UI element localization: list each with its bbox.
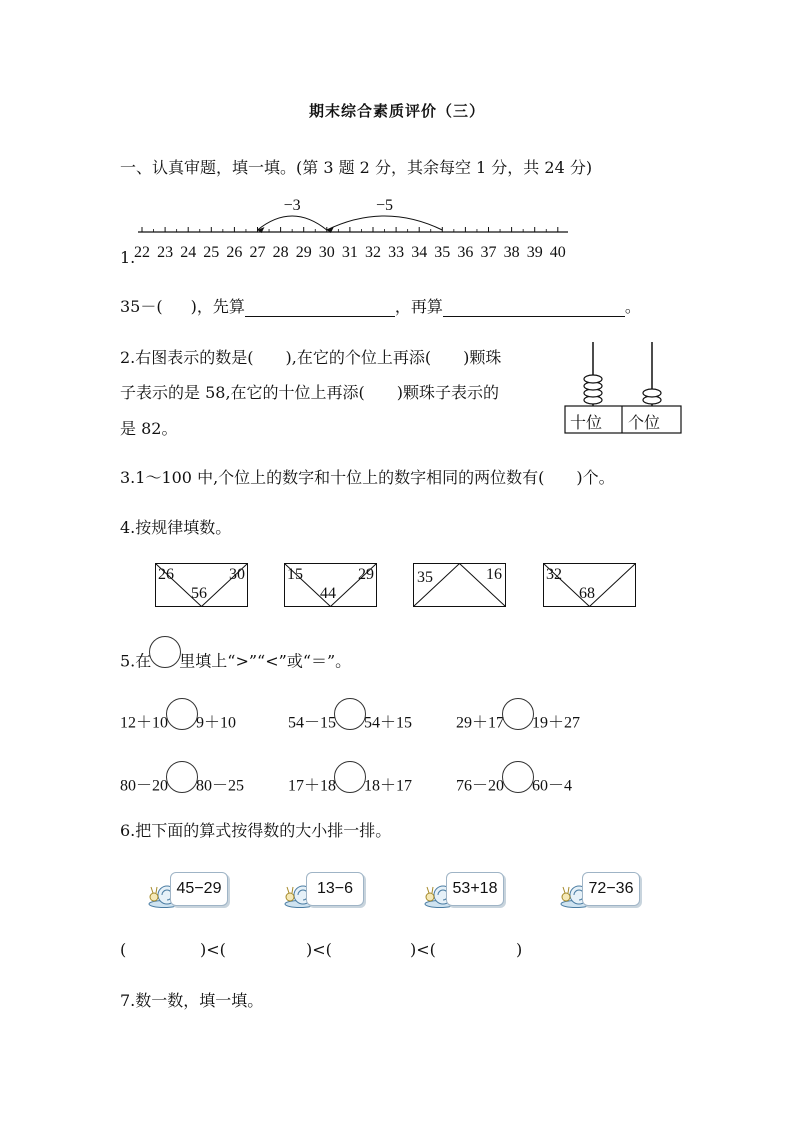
- expression-card: 72−36: [582, 872, 640, 906]
- section-heading: 一、认真审题，填一填。(第 3 题 2 分，其余每空 1 分，共 24 分): [120, 158, 593, 177]
- compare-left: 54－15: [288, 714, 337, 732]
- q5-label-pre: 5.在: [120, 651, 152, 671]
- snail-card-4: [560, 872, 642, 908]
- tick-label: 26: [226, 244, 243, 261]
- order-open: (: [120, 940, 127, 959]
- compare-left: 12＋10: [120, 714, 169, 732]
- compare-circle[interactable]: [166, 698, 198, 730]
- q6-label: 6.把下面的算式按得数的大小排一排。: [120, 821, 392, 840]
- tick-label: 29: [295, 244, 312, 261]
- arc-minus-5: [327, 216, 443, 230]
- tick-label: 31: [341, 244, 358, 261]
- q4-label: 4.按规律填数。: [120, 518, 232, 537]
- compare-left: 76－20: [456, 777, 505, 795]
- tick-label: 36: [457, 244, 474, 261]
- box3-left: 35: [417, 569, 433, 586]
- compare-left: 29＋17: [456, 714, 505, 732]
- expression-card: 45−29: [170, 872, 228, 906]
- compare-left: 17＋18: [288, 777, 337, 795]
- compare-right: 18＋17: [364, 777, 413, 795]
- box2-right: 29: [358, 566, 374, 583]
- q1-fill-line: [120, 294, 641, 317]
- compare-row-2: [120, 771, 244, 803]
- compare-row-1: [288, 708, 412, 740]
- compare-circle[interactable]: [502, 698, 534, 730]
- q1-text-b: )，先算: [190, 297, 245, 316]
- box2-bottom: 44: [320, 585, 336, 602]
- q1-text-a: 35－(: [120, 297, 163, 316]
- ordering-line: [120, 940, 540, 962]
- box1-left: 26: [158, 566, 174, 583]
- order-sep-3[interactable]: )<(: [410, 940, 436, 959]
- q3-text: 3.1～100 中,个位上的数字和十位上的数字相同的两位数有( )个。: [120, 468, 615, 487]
- tick-label: 22: [134, 244, 150, 261]
- compare-circle[interactable]: [334, 761, 366, 793]
- arc-minus-3-label: −3: [283, 197, 301, 214]
- q1-text-d: 。: [624, 297, 641, 316]
- box1-bottom: 56: [191, 585, 207, 602]
- tick-label: 37: [480, 244, 497, 261]
- order-sep-2[interactable]: )<(: [306, 940, 332, 959]
- ones-bead: [643, 389, 661, 397]
- compare-row-2: [288, 771, 412, 803]
- number-line: [120, 196, 580, 268]
- compare-right: 9＋10: [196, 714, 237, 732]
- tick-label: 34: [411, 244, 428, 261]
- pattern-box-1: [155, 563, 248, 607]
- box4-left: 32: [546, 566, 562, 583]
- q2-line-1: 2.右图表示的数是( ),在它的个位上再添( )颗珠: [120, 348, 502, 367]
- pattern-box-3: [413, 563, 506, 607]
- q1-text-c: ，再算: [394, 297, 443, 316]
- tick-label: 38: [503, 244, 520, 261]
- compare-right: 80－25: [196, 777, 245, 795]
- tick-label: 30: [318, 244, 335, 261]
- order-sep-1[interactable]: )<(: [200, 940, 226, 959]
- expression-card: 13−6: [306, 872, 364, 906]
- compare-row-1: [456, 708, 580, 740]
- tick-label: 24: [180, 244, 197, 261]
- tick-label: 25: [203, 244, 220, 261]
- tens-bead: [584, 375, 602, 383]
- number-line-figure: [120, 196, 580, 268]
- compare-right: 60－4: [532, 777, 573, 795]
- tick-label: 39: [526, 244, 543, 261]
- snail-card-2: [284, 872, 366, 908]
- compare-row-1: [120, 708, 236, 740]
- box4-bottom: 68: [579, 585, 595, 602]
- tick-label: 40: [549, 244, 566, 261]
- snail-card-1: [148, 872, 230, 908]
- compare-left: 80－20: [120, 777, 169, 795]
- tick-label: 33: [388, 244, 405, 261]
- tick-label: 35: [434, 244, 451, 261]
- expression-card: 53+18: [446, 872, 504, 906]
- circle-symbol-icon: [149, 636, 181, 668]
- q1-blank-2[interactable]: [245, 300, 395, 317]
- ones-label: 个位: [628, 413, 661, 432]
- box2-left: 15: [287, 566, 303, 583]
- q5-label-post: 里填上“>”“<”或“＝”。: [179, 651, 352, 671]
- compare-row-2: [456, 771, 572, 803]
- abacus: [564, 340, 682, 436]
- page-title: 期末综合素质评价（三）: [308, 102, 485, 120]
- arc-minus-3: [258, 216, 327, 230]
- tick-label: 23: [157, 244, 174, 261]
- q1-blank-3[interactable]: [443, 300, 625, 317]
- arc-minus-5-label: −5: [376, 197, 394, 214]
- pattern-box-4: [543, 563, 636, 607]
- question-number: 1.: [120, 248, 136, 267]
- tick-label: 28: [272, 244, 289, 261]
- order-close: ): [516, 940, 523, 959]
- box1-right: 30: [229, 566, 245, 583]
- q5-label: [120, 646, 351, 678]
- q2-line-3: 是 82。: [120, 419, 178, 438]
- pattern-box-2: [284, 563, 377, 607]
- compare-circle[interactable]: [334, 698, 366, 730]
- q7-label: 7.数一数，填一填。: [120, 991, 264, 1010]
- tens-label: 十位: [570, 413, 603, 432]
- compare-right: 54＋15: [364, 714, 413, 732]
- compare-circle[interactable]: [166, 761, 198, 793]
- tick-label: 27: [249, 244, 266, 261]
- tick-label: 32: [365, 244, 381, 261]
- compare-circle[interactable]: [502, 761, 534, 793]
- compare-right: 19＋27: [532, 714, 581, 732]
- q2-line-2: 子表示的是 58,在它的十位上再添( )颗珠子表示的: [120, 383, 500, 402]
- snail-card-3: [424, 872, 506, 908]
- box3-right: 16: [486, 566, 502, 583]
